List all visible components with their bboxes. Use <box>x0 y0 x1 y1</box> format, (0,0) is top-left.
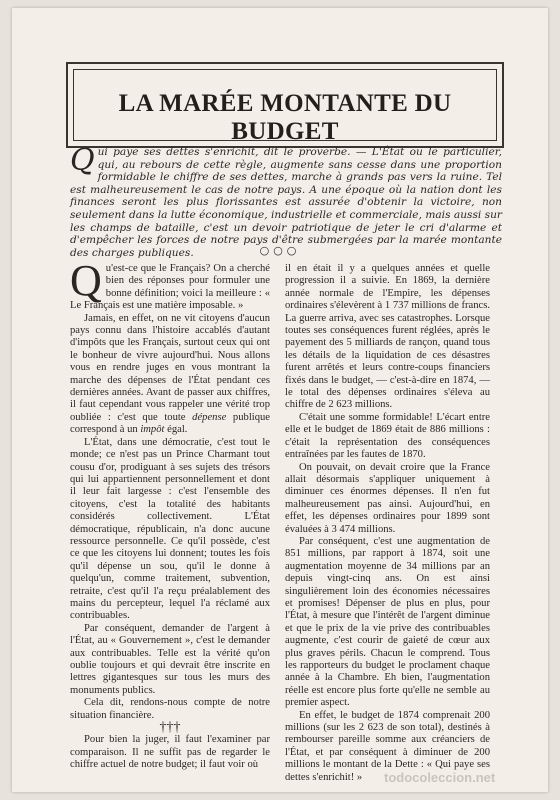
italic-word: dépense <box>192 411 227 423</box>
paragraph <box>70 256 270 313</box>
paragraph: C'était une somme formidable! L'écart entre elle et le budget de 1869 était de 886 millions : c'était la représentation des conséquences entraînées par les fautes de 1870. <box>285 411 490 461</box>
paragraph-text: publique correspond à un <box>70 411 270 436</box>
watermark: todocoleccion.net <box>384 770 496 785</box>
paragraph <box>70 313 270 437</box>
intro-text: ui paye ses dettes s'enrichit, dit le proverbe. — L'État ou le particulier, qui, au rebours de cette règle, augmente sans cesse dans une proportion formidable le chiffre de ses dettes, marche à grands pas vers la ruine. Tel est malheureusement le cas de notre pays. A une époque où la nation dont les finances seront les plus florissantes est assurée d'obtenir la victoire, non seulement dans la lutte économique, industrielle et commerciale, mais aussi sur les champs de bataille, c'est un devoir patriotique de jeter le cri d'alarme et d'empêcher les forces de notre pays d'être submergées par la marée montante des charges publiques. <box>70 146 502 259</box>
paragraph: L'État, dans une démocratie, c'est tout le monde; ce n'est pas un Prince Charmant tout cousu d'or, prodiguant à ses sujets des trésors qui lui appartiennent personnellement et dont il leur fait largesse : c'est l'ensemble des citoyens, c'est la totalité des habitants considérés collectivement. L'État démocratique, républicain, n'a donc aucune ressource personnelle. Ce qu'il possède, c'est ce que les citoyens lui donnent; toutes les fois qu'il dépense un sou, qu'il le donne à quelqu'un, comme traitement, subvention, retraite, c'est qu'il l'a reçu préalablement des mains du percepteur, lequel l'a réclamé aux contribuables. <box>70 436 270 622</box>
intro-paragraph <box>70 143 502 259</box>
drop-cap: Q <box>70 256 102 305</box>
paragraph-text: Jamais, en effet, on ne vit citoyens d'aucun pays connu dans l'histoire accablés d'autant d'impôts que les Français, surtout ceux qui ont le bonheur de vivre aujourd'hui. Nous allons vous en rendre juges en vous montrant la marche des dépenses de l'État pendant ces dernières années. Avant de passer aux chiffres, il faut cependant vous rappeler une vérité trop oubliée : c'est que toute <box>70 312 270 423</box>
paragraph-text: égal. <box>167 424 188 436</box>
paragraph: Pour bien la juger, il faut l'examiner par comparaison. Il ne suffit pas de regarder le chiffre actuel de notre budget; il faut voir où <box>70 734 270 771</box>
ornament-circles: ○○○ <box>259 244 301 257</box>
paragraph: Par conséquent, demander de l'argent à l'État, au « Gouvernement », c'est le demander aux contribuables. Telle est la vérité qu'on oublie toujours et qui devrait être inscrite en lettres gigantesques sur tous les murs des monuments publics. <box>70 622 270 696</box>
article-title: LA MARÉE MONTANTE DU BUDGET <box>118 90 452 145</box>
paragraph: On pouvait, on devait croire que la France allait désormais s'appliquer uniquement à diminuer ces énormes dépenses. Il n'en fut malheureusement pas ainsi. Aujourd'hui, en effet, les dépenses ordinaires pour 1899 sont évaluées à 3 474 millions. <box>285 461 490 535</box>
paragraph-text: u'est-ce que le Français? On a cherché bien des réponses pour formuler une bonne définition; voici la meilleure : « Le Français est une matière imposable. » <box>70 263 270 312</box>
paragraph: En effet, le budget de 1874 comprenait 200 millions (sur les 2 623 de son total), destinés à rembourser pareille somme aux créanciers de l'État, et par conséquent à diminuer de 200 millions le montant de la Dette : « Qui paye ses dettes s'enrichit! » <box>285 709 490 783</box>
intro-initial: Q <box>70 143 95 178</box>
paragraph: Cela dit, rendons-nous compte de notre situation financière. <box>70 697 270 721</box>
italic-word: impôt <box>140 424 165 436</box>
column-right <box>285 263 490 784</box>
section-separator: ††† <box>159 720 181 736</box>
paragraph: il en était il y a quelques années et quelle progression il a suivie. En 1869, la dernière année normale de l'Empire, les dépenses ordinaires s'élevèrent à 1 737 millions de francs. La guerre arriva, avec ses catastrophes. Lorsque toutes ses conséquences furent réglées, après le payement des 5 milliards de rançon, quand tous les détails de la liquidation de ces désastres furent arrêtés et leurs contre-coups financiers fixés dans le budget, — c'est-à-dire en 1874, — le total des dépenses ordinaires s'éleva au chiffre de 2 623 millions. <box>285 263 490 411</box>
title-frame <box>66 62 504 148</box>
paragraph: Par conséquent, c'est une augmentation de 851 millions, par rapport à 1874, soit une augmentation moyenne de 34 millions par an depuis vingt-cinq ans. On est ainsi singulièrement loin des économies nécessaires et promises! Dépenser de plus en plus, pour l'État, à mesure que l'intérêt de l'argent diminue et que le prix de la vie prive des contribuables augmente, c'est courir de gaieté de cœur aux plus graves périls. Chacun le comprend. Tous les rapporteurs du budget le proclament chaque année à la Chambre. Eh bien, l'augmentation réelle est encore plus forte qu'elle ne semble au premier aspect. <box>285 535 490 709</box>
column-left <box>70 256 270 772</box>
